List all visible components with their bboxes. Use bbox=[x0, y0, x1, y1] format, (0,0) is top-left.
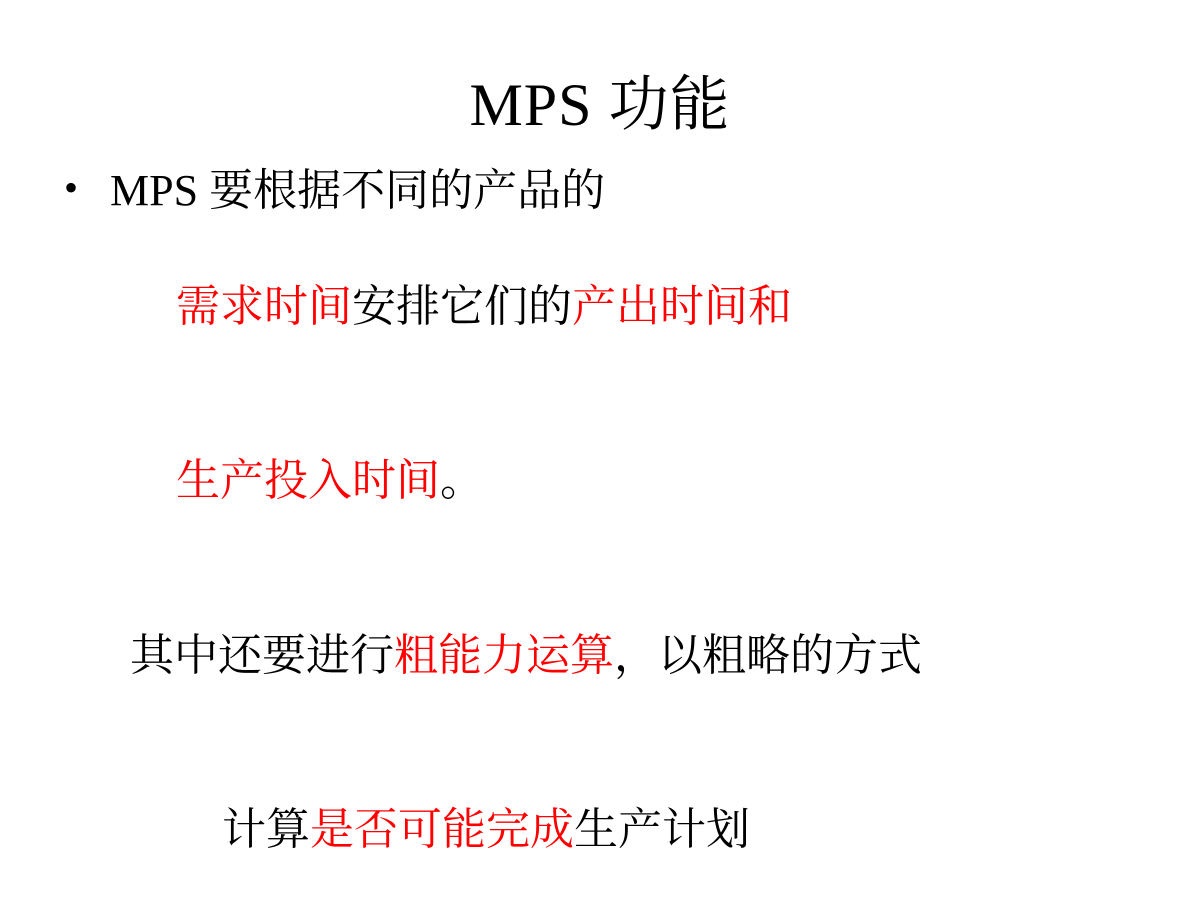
text-segment: MPS 要根据不同的产品的 bbox=[110, 166, 606, 215]
text-segment-highlight: 生产投入时间 bbox=[176, 456, 440, 506]
list-item bbox=[64, 394, 1136, 568]
text-segment: 其中还要进行 bbox=[130, 630, 394, 680]
page-title: MPS 功能 bbox=[469, 72, 731, 138]
list-item bbox=[64, 743, 1136, 917]
text-segment: 安排它们的 bbox=[352, 282, 572, 332]
text-segment-highlight: 粗能力运算 bbox=[394, 630, 614, 680]
slide-body bbox=[0, 138, 1200, 917]
list-item bbox=[64, 220, 1136, 394]
bullet-icon: • bbox=[64, 165, 79, 210]
list-item bbox=[64, 569, 1136, 743]
list-item bbox=[64, 162, 1136, 220]
text-segment: ，以粗略的方式 bbox=[614, 630, 922, 680]
text-segment-highlight: 是否可能完成 bbox=[310, 804, 574, 854]
list-item-text bbox=[110, 162, 1136, 220]
text-segment-highlight: 需求时间 bbox=[176, 282, 352, 332]
text-segment: 计算 bbox=[222, 804, 310, 854]
text-segment: 生产计划 bbox=[574, 804, 750, 854]
text-segment: 。 bbox=[440, 456, 484, 506]
text-segment-highlight: 产出时间和 bbox=[572, 282, 792, 332]
